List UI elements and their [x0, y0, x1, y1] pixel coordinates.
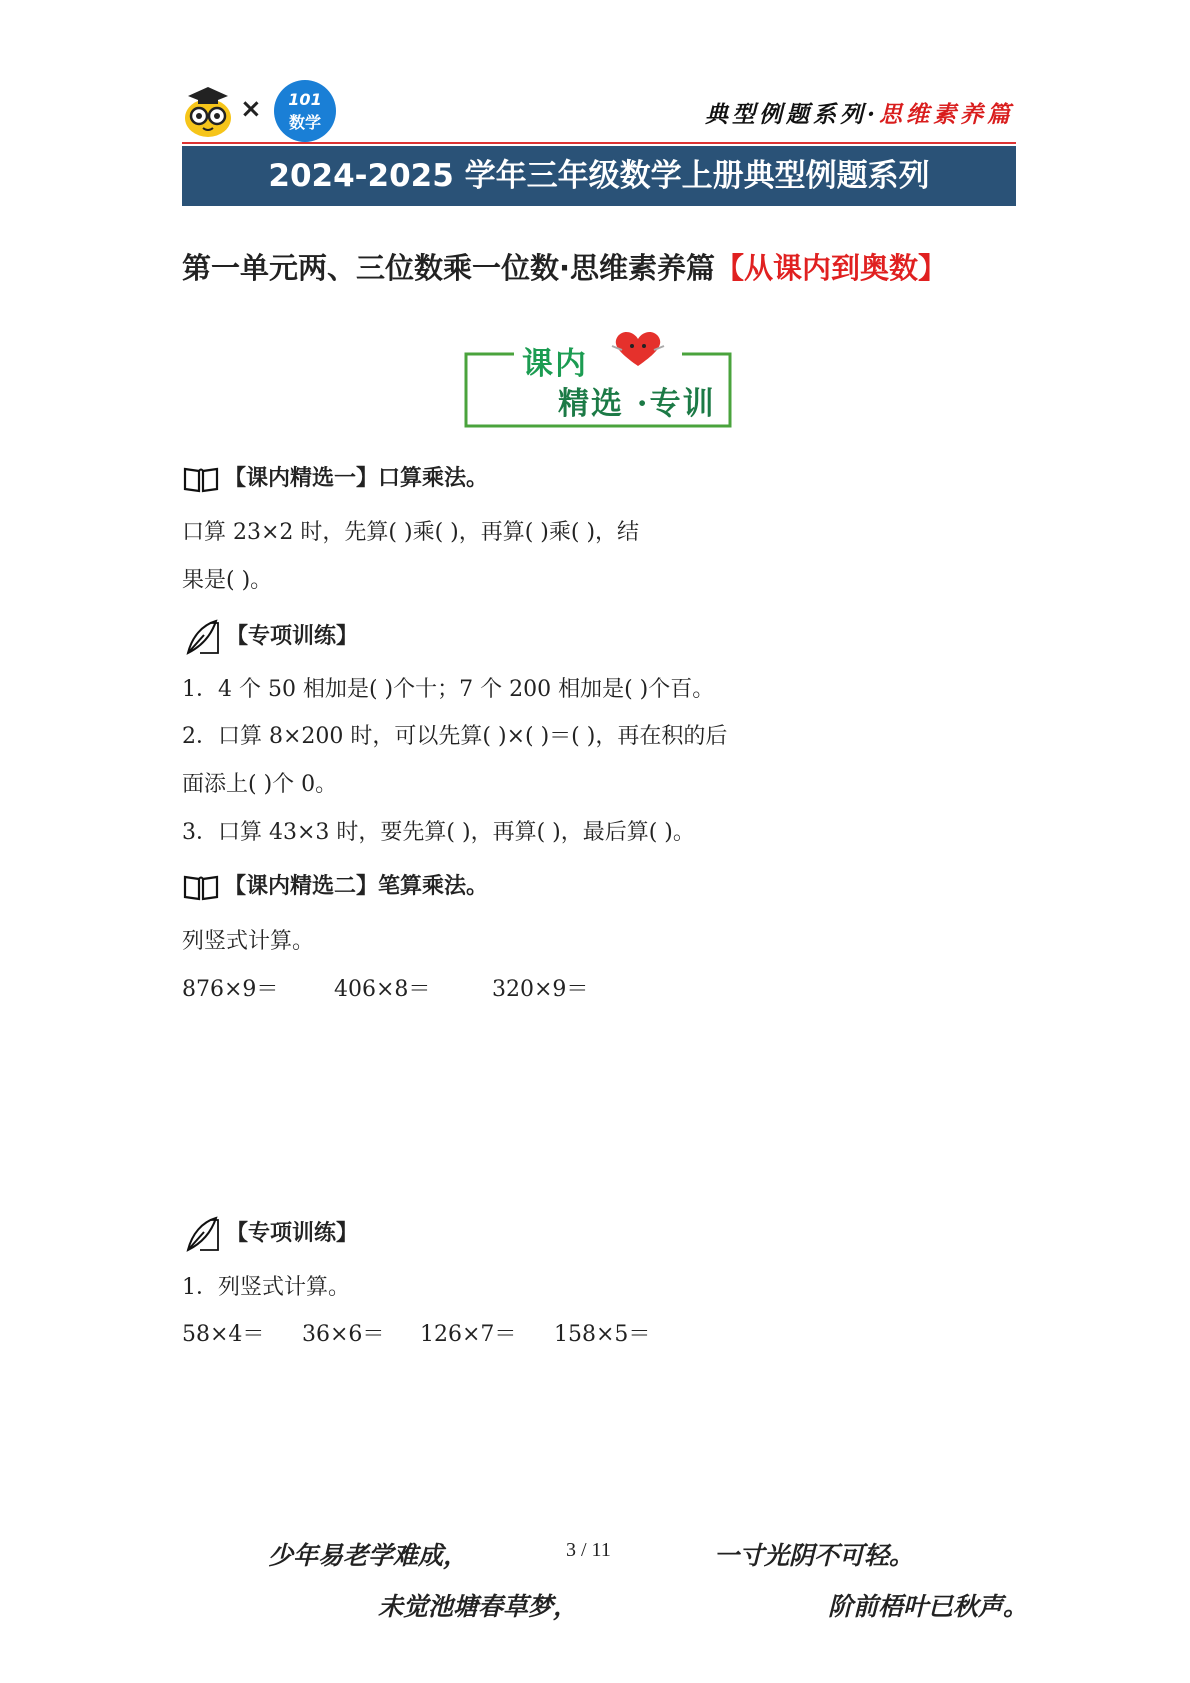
train1-line1: 1．4 个 50 相加是( )个十；7 个 200 相加是( )个百。: [182, 677, 715, 702]
owl-logo-icon: [183, 84, 233, 138]
unit-title: [182, 246, 947, 287]
section2-title: 【课内精选二】笔算乘法。: [224, 874, 489, 899]
logo-101-text: 数学: [288, 113, 321, 132]
section1-question: 口算 23×2 时，先算( )乘( )，再算( )乘( )，结: [182, 520, 640, 545]
book-icon: [182, 872, 220, 902]
train1-line3: 3．口算 43×3 时，要先算( )，再算( )，最后算( )。: [182, 820, 695, 845]
train1-title: 【专项训练】: [226, 624, 359, 649]
train2-item: 126×7＝: [420, 1322, 517, 1347]
train2-heading: [182, 1214, 358, 1254]
train1-line2-cont: 面添上( )个 0。: [182, 772, 338, 797]
train2-item: 36×6＝: [302, 1322, 385, 1347]
section2-item: 876×9＝: [182, 977, 279, 1002]
heart-icon: [608, 326, 668, 370]
badge-line2: 精选 ·专训: [558, 386, 716, 422]
footer-poem-line4: 阶前梧叶已秋声。: [828, 1592, 1029, 1621]
feather-pen-icon: [182, 617, 222, 657]
unit-title-main: 第一单元两、三位数乘一位数·思维素养篇: [182, 251, 716, 285]
train2-item: 158×5＝: [554, 1322, 651, 1347]
title-banner: 2024-2025 学年三年级数学上册典型例题系列: [182, 146, 1016, 206]
times-symbol: ×: [240, 94, 262, 124]
section1-heading: [182, 461, 488, 494]
section2-heading: [182, 869, 488, 902]
train1-line2: 2．口算 8×200 时，可以先算( )×( )＝( )，再在积的后: [182, 724, 728, 749]
badge-line1: 课内: [522, 346, 588, 382]
math-101-logo-icon: [274, 80, 336, 142]
series-tag: [705, 96, 1014, 129]
section-badge: [462, 328, 734, 428]
train2-instruction: 1．列竖式计算。: [182, 1275, 350, 1300]
section1-question-cont: 果是( )。: [182, 568, 273, 593]
unit-title-tag: 【从课内到奥数】: [715, 251, 948, 285]
footer-poem-line2: 一寸光阴不可轻。: [714, 1541, 915, 1570]
train2-item: 58×4＝: [182, 1322, 265, 1347]
header-divider: [182, 142, 1016, 144]
section2-item: 406×8＝: [334, 977, 431, 1002]
train2-title: 【专项训练】: [226, 1221, 359, 1246]
footer-poem-line3: 未觉池塘春草梦，: [378, 1592, 579, 1621]
series-tag-red: 思维素养篇: [879, 101, 1014, 128]
feather-pen-icon: [182, 1214, 222, 1254]
section2-item: 320×9＝: [492, 977, 589, 1002]
section1-title: 【课内精选一】口算乘法。: [224, 466, 489, 491]
train1-heading: [182, 617, 358, 657]
footer-poem-line1: 少年易老学难成，: [268, 1541, 469, 1570]
logo-101-number: 101: [288, 90, 322, 109]
series-tag-black: 典型例题系列·: [704, 101, 879, 128]
book-icon: [182, 464, 220, 494]
section2-instruction: 列竖式计算。: [182, 929, 315, 954]
page-number: 3 / 11: [566, 1539, 611, 1561]
